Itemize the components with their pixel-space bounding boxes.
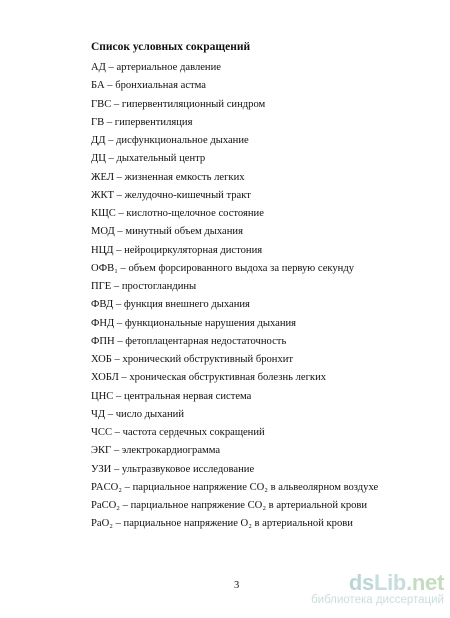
list-item: PACO₂ – парциальное напряжение CO₂ в альвеолярном воздухе: [91, 481, 379, 493]
list-item: ФВД – функция внешнего дыхания: [91, 299, 250, 311]
list-item: ЧД – число дыханий: [91, 408, 185, 420]
list-item: ГВ – гипервентиляция: [91, 116, 193, 128]
list-item: ЖЕЛ – жизненная емкость легких: [91, 171, 245, 183]
list-item: PaO₂ – парциальное напряжение O₂ в артериальной крови: [91, 518, 353, 530]
list-item: ПГЕ – простогландины: [91, 281, 197, 292]
page-number: 3: [234, 580, 240, 591]
list-item: ФПН – фетоплацентарная недостаточность: [91, 335, 287, 347]
list-item: ГВС – гипервентиляционный синдром: [91, 98, 266, 110]
dslib-watermark: [294, 570, 444, 610]
logo-suffix: .net: [406, 570, 444, 595]
list-item: НЦД – нейроциркуляторная дистония: [91, 244, 263, 256]
logo-main: Lib: [373, 570, 407, 595]
list-item: УЗИ – ультразвуковое исследование: [91, 463, 255, 475]
logo-prefix: ds: [348, 570, 374, 595]
list-item: ЧСС – частота сердечных сокращений: [91, 427, 265, 438]
list-item: ЖКТ – желудочно-кишечный тракт: [91, 189, 251, 201]
list-item: ЭКГ – электрокардиограмма: [91, 445, 221, 457]
list-item: ХОБЛ – хроническая обструктивная болезнь легких: [91, 372, 327, 384]
list-item: PaCO₂ – парциальное напряжение CO₂ в артериальной крови: [91, 500, 368, 511]
list-item: КЩС – кислотно-щелочное состояние: [91, 208, 264, 219]
watermark-tagline: библиотека диссертаций: [311, 594, 444, 606]
list-item: АД – артериальное давление: [91, 62, 221, 73]
list-item: ОФВ₁ – объем форсированного выдоха за первую секунду: [91, 262, 355, 274]
list-item: ФНД – функциональные нарушения дыхания: [91, 317, 297, 329]
list-item: БА – бронхиальная астма: [91, 80, 206, 92]
abbreviation-list: [91, 59, 378, 534]
list-item: ХОБ – хронический обструктивный бронхит: [91, 354, 294, 365]
list-item: ЦНС – центральная нервая система: [91, 390, 252, 402]
list-item: ДД – дисфункциональное дыхание: [91, 135, 249, 146]
page-title: Список условных сокращений: [91, 41, 251, 53]
list-item: ДЦ – дыхательный центр: [91, 153, 206, 165]
list-item: МОД – минутный объем дыхания: [91, 226, 243, 238]
dslib-logo: [349, 570, 444, 596]
